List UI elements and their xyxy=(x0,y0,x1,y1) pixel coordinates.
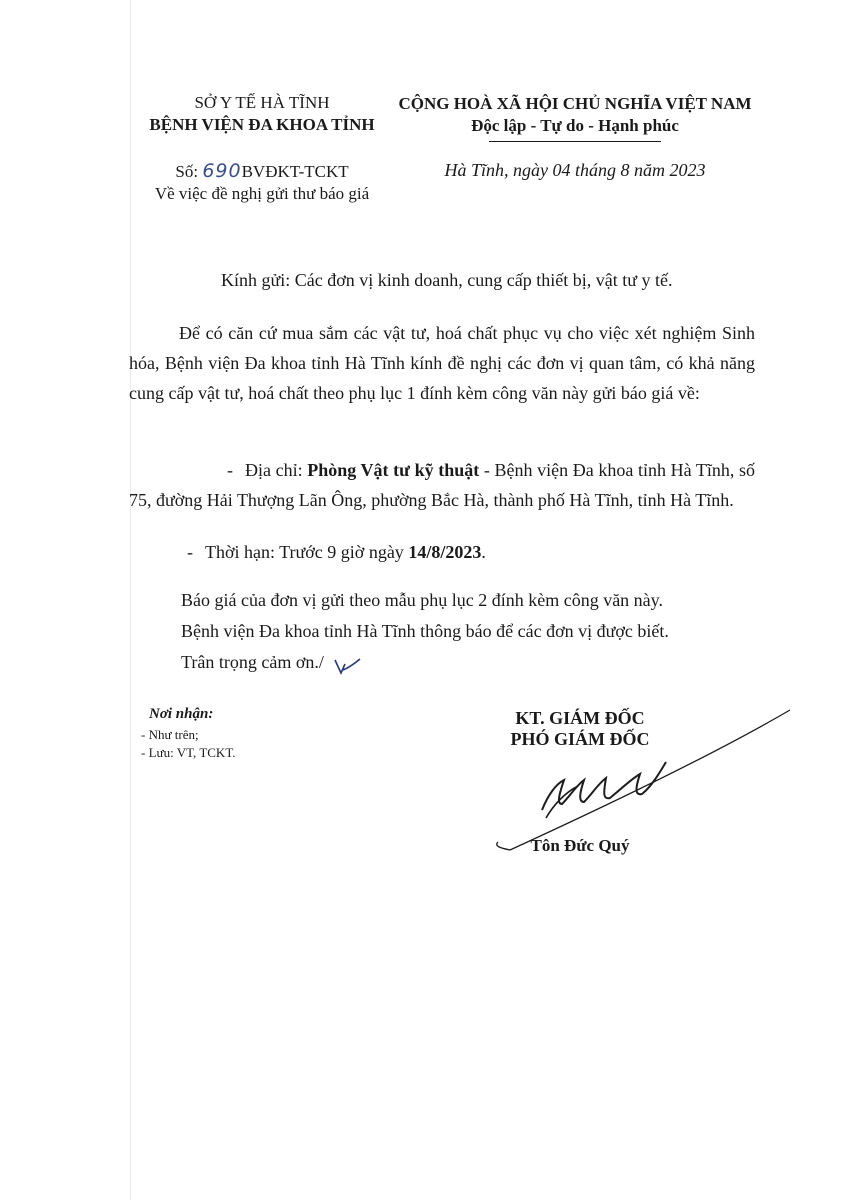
recipient-line: Kính gửi: Các đơn vị kinh doanh, cung cấp thiết bị, vật tư y tế. xyxy=(221,270,673,290)
address-paragraph xyxy=(129,455,755,515)
deadline-label: Thời hạn: Trước 9 giờ ngày xyxy=(205,542,409,562)
recipient-item: - Lưu: VT, TCKT. xyxy=(141,745,236,760)
document-number xyxy=(130,160,394,182)
document-number-suffix: BVĐKT-TCKT xyxy=(241,162,349,181)
deadline-end: . xyxy=(481,542,486,562)
document-number-prefix: Số: xyxy=(175,162,203,181)
hospital-name: BỆNH VIỆN ĐA KHOA TỈNH xyxy=(149,115,375,134)
document-subject: Về việc đề nghị gửi thư báo giá xyxy=(154,184,370,203)
address-place: Phòng Vật tư kỹ thuật xyxy=(307,460,480,480)
closing-line: Trân trọng cảm ơn./ xyxy=(181,652,324,672)
address-rest: - Bệnh viện Đa khoa tỉnh Hà Tĩnh, số 75, đường Hải Thượng Lãn Ông, phường Bắc Hà, thành phố Hà Tĩnh, tỉnh Hà Tĩnh. xyxy=(129,460,755,510)
sign-authority: KT. GIÁM ĐỐC xyxy=(515,708,645,728)
nation-motto: Độc lập - Tự do - Hạnh phúc xyxy=(471,116,679,135)
signer-name: Tôn Đức Quý xyxy=(530,836,630,855)
sign-title: PHÓ GIÁM ĐỐC xyxy=(510,729,650,749)
deadline-date: 14/8/2023 xyxy=(408,542,482,562)
intro-text: Để có căn cứ mua sắm các vật tư, hoá chất phục vụ cho việc xét nghiệm Sinh hóa, Bệnh viện Đa khoa tỉnh Hà Tĩnh kính đề nghị các đơn vị quan tâm, có khả năng cung cấp vật tư, hoá chất theo phụ lục 1 đính kèm công văn này gửi báo giá về: xyxy=(129,323,755,403)
address-label: Địa chỉ: xyxy=(245,460,308,480)
deadline-dash: - xyxy=(187,542,193,562)
form-note: Báo giá của đơn vị gửi theo mẫu phụ lục 2 đính kèm công văn này. xyxy=(181,590,664,610)
department-name: SỞ Y TẾ HÀ TĨNH xyxy=(194,93,330,112)
address-dash: - xyxy=(227,460,233,480)
notice-line: Bệnh viện Đa khoa tỉnh Hà Tĩnh thông báo để các đơn vị được biết. xyxy=(181,621,669,641)
document-number-handwritten: 690 xyxy=(202,160,242,182)
motto-underline xyxy=(489,141,661,142)
initial-mark xyxy=(332,656,362,678)
intro-paragraph xyxy=(129,318,755,408)
deadline-line xyxy=(187,542,486,563)
place-date: Hà Tĩnh, ngày 04 tháng 8 năm 2023 xyxy=(444,160,706,180)
recipient-item: - Như trên; xyxy=(141,727,199,742)
nation-title: CỘNG HOÀ XÃ HỘI CHỦ NGHĨA VIỆT NAM xyxy=(398,94,752,113)
recipients-label: Nơi nhận: xyxy=(149,706,214,722)
